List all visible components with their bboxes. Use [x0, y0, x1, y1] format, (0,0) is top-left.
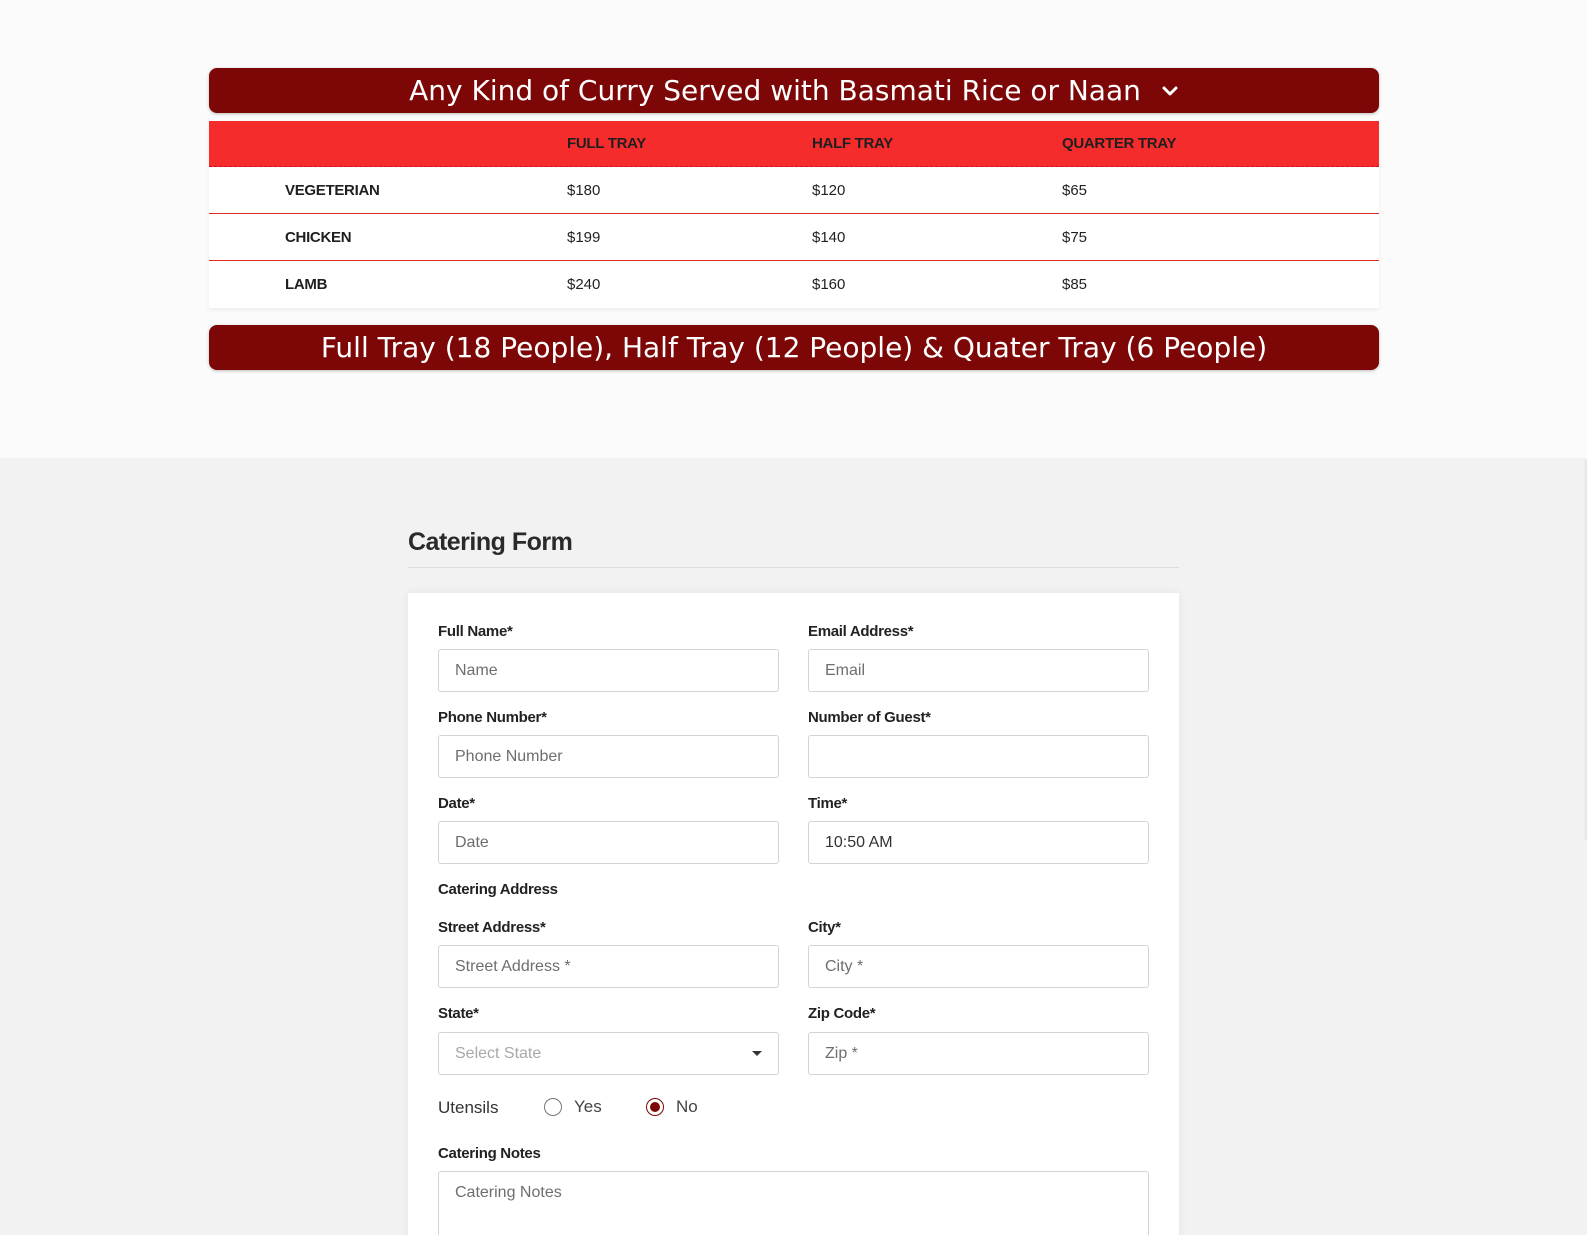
city-label: City* [808, 919, 841, 936]
price-table [209, 121, 1379, 308]
tray-note-text: Full Tray (18 People), Half Tray (12 People) & Quater Tray (6 People) [320, 331, 1268, 364]
table-row [209, 214, 1379, 261]
zip-input[interactable] [808, 1032, 1149, 1075]
time-label: Time* [808, 795, 848, 812]
phone-input[interactable] [438, 735, 779, 778]
row-name: CHICKEN [285, 228, 352, 246]
header-half-tray: HALF TRAY [812, 135, 893, 152]
price-half: $120 [812, 181, 846, 199]
price-full: $240 [567, 276, 601, 293]
email-label: Email Address* [808, 623, 914, 640]
phone-label: Phone Number* [438, 709, 547, 726]
utensils-yes-label: Yes [574, 1097, 602, 1116]
street-input[interactable] [438, 945, 779, 988]
page-title: Catering Form [408, 528, 573, 556]
price-full: $199 [567, 228, 601, 246]
full-name-input[interactable] [438, 649, 779, 692]
chevron-down-icon [1161, 82, 1179, 100]
banner-title: Any Kind of Curry Served with Basmati Rice or Naan [409, 74, 1141, 107]
city-input[interactable] [808, 945, 1149, 988]
guests-input[interactable] [808, 735, 1149, 778]
email-input[interactable] [808, 649, 1149, 692]
full-name-label: Full Name* [438, 623, 513, 640]
radio-selected-icon[interactable] [646, 1098, 664, 1116]
row-name: VEGETERIAN [285, 181, 380, 199]
header-full-tray: FULL TRAY [567, 135, 646, 152]
state-select-value: Select State [455, 1044, 542, 1062]
scroll-edge [1583, 460, 1587, 840]
tray-size-note [209, 325, 1379, 370]
zip-label: Zip Code* [808, 1005, 876, 1022]
street-label: Street Address* [438, 919, 546, 936]
price-quarter: $65 [1062, 181, 1088, 199]
address-heading: Catering Address [438, 881, 558, 898]
time-input[interactable] [808, 821, 1149, 864]
menu-section [0, 0, 1587, 458]
utensils-label: Utensils [438, 1098, 499, 1117]
table-row [209, 167, 1379, 214]
price-full: $180 [567, 181, 601, 199]
date-label: Date* [438, 795, 475, 812]
price-quarter: $75 [1062, 228, 1088, 246]
notes-textarea[interactable] [438, 1171, 1149, 1235]
row-name: LAMB [285, 276, 328, 293]
title-divider [408, 567, 1179, 568]
table-header [209, 121, 1379, 167]
curry-menu-toggle[interactable] [209, 68, 1379, 113]
header-quarter-tray: QUARTER TRAY [1062, 135, 1177, 152]
price-half: $140 [812, 228, 846, 246]
price-quarter: $85 [1062, 276, 1088, 293]
radio-circle-icon[interactable] [544, 1098, 562, 1116]
utensils-no-option[interactable] [646, 1097, 698, 1117]
guests-label: Number of Guest* [808, 709, 931, 726]
price-half: $160 [812, 276, 846, 293]
state-select[interactable] [438, 1032, 779, 1075]
utensils-yes-option[interactable] [544, 1097, 602, 1117]
catering-form [408, 593, 1179, 1235]
table-row [209, 261, 1379, 308]
utensils-no-label: No [676, 1097, 698, 1116]
state-label: State* [438, 1005, 479, 1022]
caret-down-icon [752, 1051, 762, 1056]
date-input[interactable] [438, 821, 779, 864]
notes-label: Catering Notes [438, 1145, 541, 1162]
